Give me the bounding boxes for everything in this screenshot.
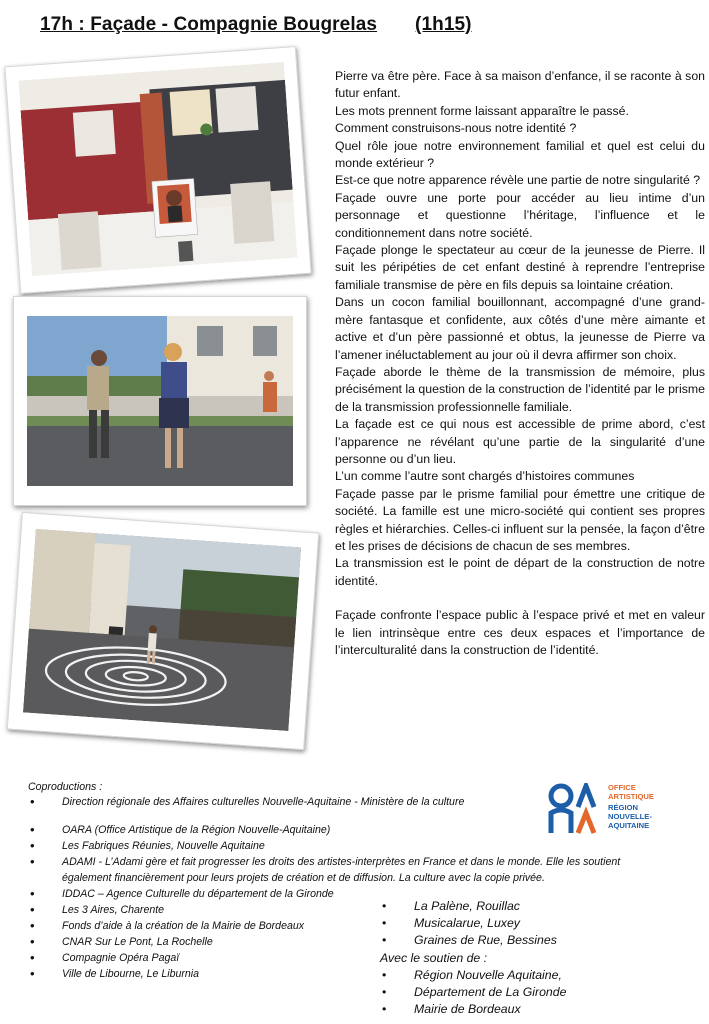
list-item: • La Palène, Rouillac — [380, 898, 566, 915]
paragraph: Comment construisons-nous notre identité ? — [335, 121, 577, 136]
list-item: • Direction régionale des Affaires culturelles Nouvelle-Aquitaine - Ministère de la culture — [28, 794, 643, 810]
list-item: • Les Fabriques Réunies, Nouvelle Aquitaine — [28, 838, 643, 854]
list-item: • Région Nouvelle Aquitaine, — [380, 967, 566, 984]
oara-logo-mark-icon — [548, 783, 604, 835]
paragraph: Façade aborde le thème de la transmission de mémoire, plus précisément la question de la construction de l’identité par le prisme de la transmission professionnelle familiale. — [335, 364, 705, 414]
paragraph: Façade ouvre une porte pour accéder au lieu intime d’un personnage et questionne l’héritage, l’influence et le conditionnement dans notre société. — [335, 190, 705, 240]
support-heading: Avec le soutien de : — [380, 950, 488, 965]
list-item: • Graines de Rue, Bessines — [380, 932, 566, 949]
photo-facade-house — [4, 46, 311, 294]
list-item: • Fonds d’aide à la création de la Mairie de Bordeaux — [28, 918, 643, 934]
description-text — [335, 68, 705, 659]
paragraph: L’un comme l’autre sont chargés d’histoires communes — [335, 469, 635, 484]
paragraph: La façade est ce qui nous est accessible de prime abord, c’est l’apparence ne révélant qu’une partie de la singularité d’une personne ou d’un lieu. — [335, 417, 705, 466]
list-item: • IDDAC – Agence Culturelle du département de la Gironde — [28, 886, 643, 902]
oara-logo: OFFICE ARTISTIQUE RÉGION NOUVELLE- AQUITAINE — [548, 783, 678, 835]
list-item: • CNAR Sur Le Pont, La Rochelle — [28, 934, 643, 950]
coproductions-heading: Coproductions : — [28, 781, 103, 793]
paragraph: Façade confronte l’espace public à l’espace privé et met en valeur le lien intrinsèque entre ces deux espaces et l’importance de l’interculturalité dans la construction de l’identité. — [335, 608, 705, 657]
paragraph: Pierre va être père. Face à sa maison d’enfance, il se raconte à son futur enfant. — [335, 69, 705, 101]
list-item: • Compagnie Opéra Pagaï — [28, 950, 643, 966]
photo-street-spiral — [7, 512, 319, 750]
partners-right-column — [380, 898, 566, 1018]
list-item: • OARA (Office Artistique de la Région Nouvelle-Aquitaine) — [28, 822, 643, 838]
paragraph: Quel rôle joue notre environnement familial et quel est celui du monde extérieur ? — [335, 138, 705, 171]
photo-dancers — [13, 296, 307, 506]
page-title: 17h : Façade - Compagnie Bougrelas (1h15) — [40, 14, 472, 35]
list-item: • Département de La Gironde — [380, 984, 566, 1001]
list-item: • Les 3 Aires, Charente — [28, 902, 643, 918]
paragraph: La transmission est le point de départ de la construction de notre identité. — [335, 556, 705, 588]
paragraph: Est-ce que notre apparence révèle une partie de notre singularité ? — [335, 173, 701, 188]
paragraph: Dans un cocon familial bouillonnant, accompagné d’une grand-mère fantasque et confidente, aux côtés d’une mère aimante et active et d’un père passionné et obtus, la jeunesse de Pierre va l’amener inéluctablement au jour où il devra affirmer son choix. — [335, 295, 705, 362]
paragraph: Les mots prennent forme laissant apparaître le passé. — [335, 103, 629, 118]
list-item: • ADAMI - L’Adami gère et fait progresser les droits des artistes-interprètes en France et dans le monde. Elle les soutient également financièrement pour leurs projets de création et de diffusion. La culture avec la copie privée. — [28, 854, 643, 886]
paragraph: Façade passe par le prisme familial pour émettre une critique de société. La famille est une micro-société qui contient ses propres règles et hiérarchies. Celles-ci influent sur la pensée, la façon d’être et les prises de décisions de chacun de ses membres. — [335, 486, 705, 553]
list-item: • Ville de Libourne, Le Liburnia — [28, 966, 643, 982]
list-item: • Musicalarue, Luxey — [380, 915, 566, 932]
paragraph: Façade plonge le spectateur au cœur de la jeunesse de Pierre. Il suit les péripéties de cet enfant destiné à reprendre l’entreprise familiale transmise de père en fils depuis sa lointaine création. — [335, 243, 705, 292]
list-item: • Mairie de Bordeaux — [380, 1001, 566, 1018]
